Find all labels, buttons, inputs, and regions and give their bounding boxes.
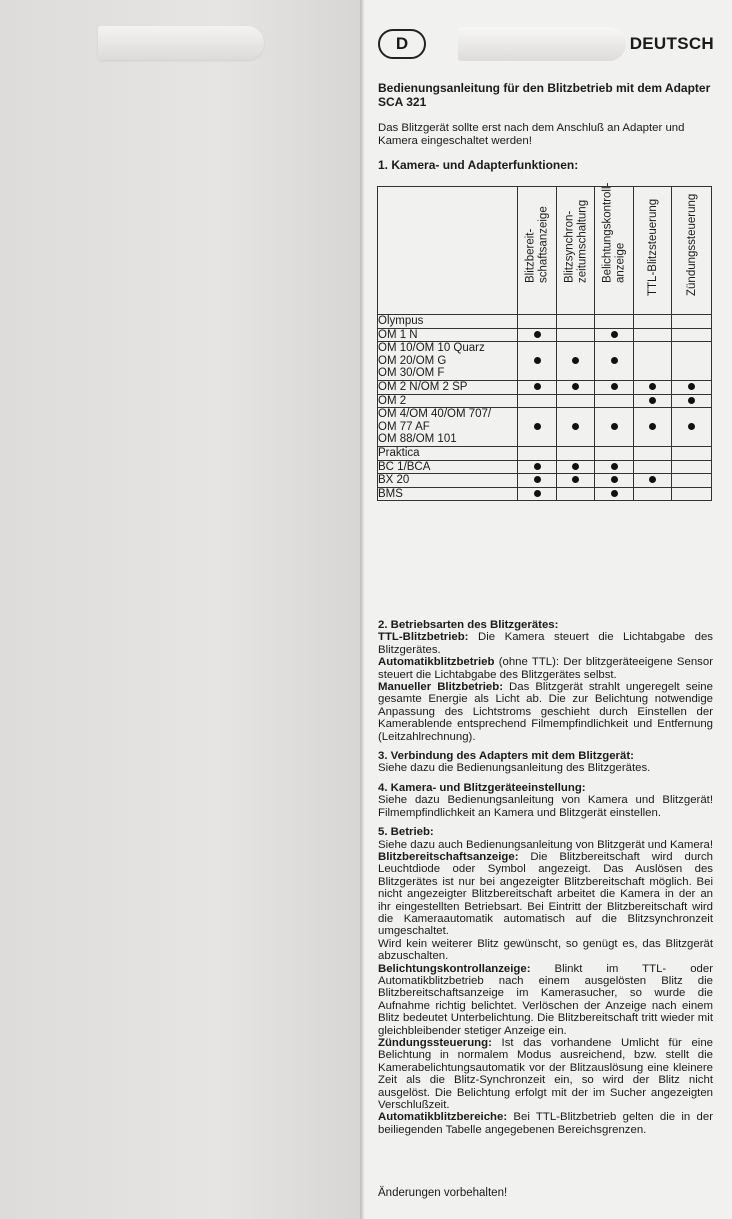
section-5 (378, 826, 713, 1136)
feature-cell (672, 315, 712, 329)
supported-dot-icon (688, 397, 695, 404)
feature-cell (557, 380, 595, 394)
auto-mode-term: Automatikblitzbetrieb (378, 656, 495, 669)
compatibility-table (377, 182, 712, 501)
feature-cell (518, 460, 557, 474)
section-4 (378, 782, 713, 819)
feature-cell (672, 342, 712, 381)
feature-cell (634, 408, 672, 447)
ttl-mode-text: Die Kamera steuert die Lichtabgabe des Blitzgerätes. (378, 631, 713, 656)
model-cell: Olympus (378, 315, 518, 329)
feature-cell (634, 342, 672, 381)
supported-dot-icon (572, 383, 579, 390)
supported-dot-icon (611, 463, 618, 470)
feature-cell (672, 474, 712, 488)
instruction-sections (378, 619, 713, 1143)
feature-cell (518, 315, 557, 329)
feature-cell (595, 408, 634, 447)
supported-dot-icon (534, 476, 541, 483)
feature-cell (518, 487, 557, 501)
section-4-text: Siehe dazu Bedienungsanleitung von Kamera und Blitzgerät! Filmempfindlichkeit an Kamera und Blitzgerät einstellen. (378, 794, 713, 819)
supported-dot-icon (688, 423, 695, 430)
column-header: Blitzbereit- schaftsanzeige (518, 187, 557, 315)
supported-dot-icon (611, 423, 618, 430)
supported-dot-icon (649, 397, 656, 404)
column-header: Blitzsynchron- zeitumschaltung (557, 187, 595, 315)
feature-cell (595, 474, 634, 488)
feature-cell (672, 446, 712, 460)
table-corner-cell (378, 187, 518, 315)
model-cell: OM 10/OM 10 Quarz OM 20/OM G OM 30/OM F (378, 342, 518, 381)
page-header (378, 27, 714, 63)
feature-cell (595, 460, 634, 474)
feature-cell (634, 446, 672, 460)
section-3-heading: 3. Verbindung des Adapters mit dem Blitzgerät: (378, 750, 634, 763)
feature-cell (557, 446, 595, 460)
table-row (378, 408, 712, 447)
feature-cell (518, 474, 557, 488)
feature-cell (634, 474, 672, 488)
feature-cell (672, 380, 712, 394)
model-cell: Praktica (378, 446, 518, 460)
exposure-indicator-text: Blinkt im TTL- oder Automatikblitzbetrieb nach einem ausgelösten Blitz die Blitzbereitschaftsanzeige im Kamerasucher, so wurde die Aufnahme richtig belichtet. Verlöschen der Anzeige nach einem Blitz bedeutet Unterbelichtung. Die Blitzbereitschaft tritt wieder mit gleichbleibender stetiger Anzeige ein. (378, 962, 713, 1037)
ignition-control-term: Zündungssteuerung: (378, 1037, 492, 1049)
section-5-text: Siehe dazu auch Bedienungsanleitung von Blitzgerät und Kamera! (378, 838, 713, 851)
supported-dot-icon (572, 357, 579, 364)
feature-cell (557, 315, 595, 329)
feature-cell (634, 315, 672, 329)
section-3 (378, 750, 713, 775)
ttl-mode-term: TTL-Blitzbetrieb: (378, 631, 469, 644)
supported-dot-icon (688, 383, 695, 390)
supported-dot-icon (649, 423, 656, 430)
auto-mode-text: (ohne TTL): Der blitzgeräteeigene Sensor steuert die Lichtabgabe des Blitzgerätes selbst. (378, 656, 713, 681)
model-cell: OM 4/OM 40/OM 707/ OM 77 AF OM 88/OM 101 (378, 408, 518, 447)
intro-text: Das Blitzgerät sollte erst nach dem Anschluß an Adapter und Kamera eingeschaltet werden! (378, 122, 685, 147)
table-row (378, 380, 712, 394)
table-row (378, 328, 712, 342)
feature-cell (672, 460, 712, 474)
supported-dot-icon (611, 383, 618, 390)
feature-cell (634, 380, 672, 394)
table-row (378, 342, 712, 381)
column-header: Zündungssteuerung (672, 187, 712, 315)
model-cell: BC 1/BCA (378, 460, 518, 474)
feature-cell (595, 315, 634, 329)
language-label: DEUTSCH (629, 34, 714, 53)
footer-note: Änderungen vorbehalten! (378, 1187, 508, 1199)
feature-cell (672, 328, 712, 342)
supported-dot-icon (572, 463, 579, 470)
section-2 (378, 619, 713, 743)
table-row (378, 315, 712, 329)
feature-cell (557, 487, 595, 501)
supported-dot-icon (611, 476, 618, 483)
feature-cell (557, 460, 595, 474)
feature-cell (634, 487, 672, 501)
model-cell: BX 20 (378, 474, 518, 488)
feature-cell (595, 394, 634, 408)
flash-range-text: Bei TTL-Blitzbetrieb gelten die in der beiliegenden Tabelle angegebenen Bereichsgrenzen. (378, 1111, 713, 1136)
feature-cell (557, 328, 595, 342)
supported-dot-icon (534, 331, 541, 338)
table-row (378, 394, 712, 408)
section-2-heading: 2. Betriebsarten des Blitzgerätes: (378, 619, 559, 631)
feature-cell (557, 342, 595, 381)
table-body (378, 315, 712, 501)
supported-dot-icon (611, 490, 618, 497)
supported-dot-icon (534, 490, 541, 497)
feature-cell (595, 342, 634, 381)
supported-dot-icon (534, 383, 541, 390)
model-cell: OM 2 N/OM 2 SP (378, 380, 518, 394)
supported-dot-icon (572, 476, 579, 483)
supported-dot-icon (534, 357, 541, 364)
model-cell: OM 2 (378, 394, 518, 408)
feature-cell (672, 394, 712, 408)
supported-dot-icon (534, 423, 541, 430)
column-header: TTL-Blitzsteuerung (634, 187, 672, 315)
document-title: Bedienungsanleitung für den Blitzbetrieb mit dem Adapter SCA 321 (378, 81, 711, 109)
feature-cell (557, 474, 595, 488)
feature-cell (557, 394, 595, 408)
feature-cell (518, 380, 557, 394)
column-header: Belichtungskontroll- anzeige (595, 187, 634, 315)
header-tab (458, 27, 626, 61)
left-page-tab (98, 26, 264, 60)
supported-dot-icon (572, 423, 579, 430)
feature-cell (634, 328, 672, 342)
table-row (378, 487, 712, 501)
section-5-heading: 5. Betrieb: (378, 826, 434, 839)
table-header-row (378, 187, 712, 315)
section-3-text: Siehe dazu die Bedienungsanleitung des Blitzgerätes. (378, 762, 651, 775)
flash-range-term: Automatikblitzbereiche: (378, 1111, 508, 1124)
feature-cell (595, 380, 634, 394)
manual-mode-term: Manueller Blitzbetrieb: (378, 681, 504, 694)
feature-cell (634, 460, 672, 474)
model-cell: OM 1 N (378, 328, 518, 342)
feature-cell (557, 408, 595, 447)
manual-mode-text: Das Blitzgerät strahlt ungeregelt seine gesamte Energie als Licht ab. Die zur Belichtung notwendige Anpassung des Lichtstroms geschieht durch Einstellen der Kamerablende entsprechend Filmempfindlichkeit und Entfernung (Leitzahlrechnung). (378, 681, 713, 743)
table-row (378, 474, 712, 488)
ignition-control-text: Ist das vorhandene Umlicht für eine Belichtung in normalem Modus ausreichend, bzw. stellt die Kamerabelichtungsautomatik vor der Blitzauslösung eine kleinere Zeit als die Blitz-Synchronzeit ein, so wird der Blitz nicht ausgelöst. Die Belichtung erfolgt mit der im Sucher angezeigten Verschlußzeit. (378, 1037, 713, 1112)
section-4-heading: 4. Kamera- und Blitzgeräteeinstellung: (378, 781, 586, 794)
feature-cell (518, 328, 557, 342)
compatibility-table-container (377, 182, 711, 501)
supported-dot-icon (611, 331, 618, 338)
feature-cell (518, 446, 557, 460)
feature-cell (634, 394, 672, 408)
supported-dot-icon (534, 463, 541, 470)
table-row (378, 460, 712, 474)
feature-cell (595, 446, 634, 460)
supported-dot-icon (611, 357, 618, 364)
exposure-indicator-term: Belichtungskontrollanzeige: (378, 962, 531, 975)
feature-cell (518, 408, 557, 447)
left-page (0, 0, 361, 1219)
feature-cell (595, 328, 634, 342)
ready-indicator-text: Die Blitzbereitschaft wird durch Leuchtdiode oder Symbol angezeigt. Das Auslösen des Blitzgerätes ist nur bei angezeigter Blitzbereitschaft möglich. Bei nicht angezeigter Blitzbereitschaft arbeitet die Kamera in der an ihr eingestellten Betriebsart. Bei Eintritt der Blitzbereitschaft wird die Kameraautomatik automatisch auf die Blitzsynchronzeit umgeschaltet. (378, 850, 713, 938)
feature-cell (672, 487, 712, 501)
ready-indicator-term: Blitzbereitschaftsanzeige: (378, 850, 519, 863)
table-row (378, 446, 712, 460)
ready-indicator-text-2: Wird kein weiterer Blitz gewünscht, so genügt es, das Blitzgerät abzuschalten. (378, 937, 713, 963)
section-1-heading: 1. Kamera- und Adapterfunktionen: (378, 158, 579, 172)
feature-cell (518, 342, 557, 381)
feature-cell (595, 487, 634, 501)
feature-cell (672, 408, 712, 447)
feature-cell (518, 394, 557, 408)
supported-dot-icon (649, 476, 656, 483)
model-cell: BMS (378, 487, 518, 501)
language-badge: D (378, 29, 426, 59)
supported-dot-icon (649, 383, 656, 390)
